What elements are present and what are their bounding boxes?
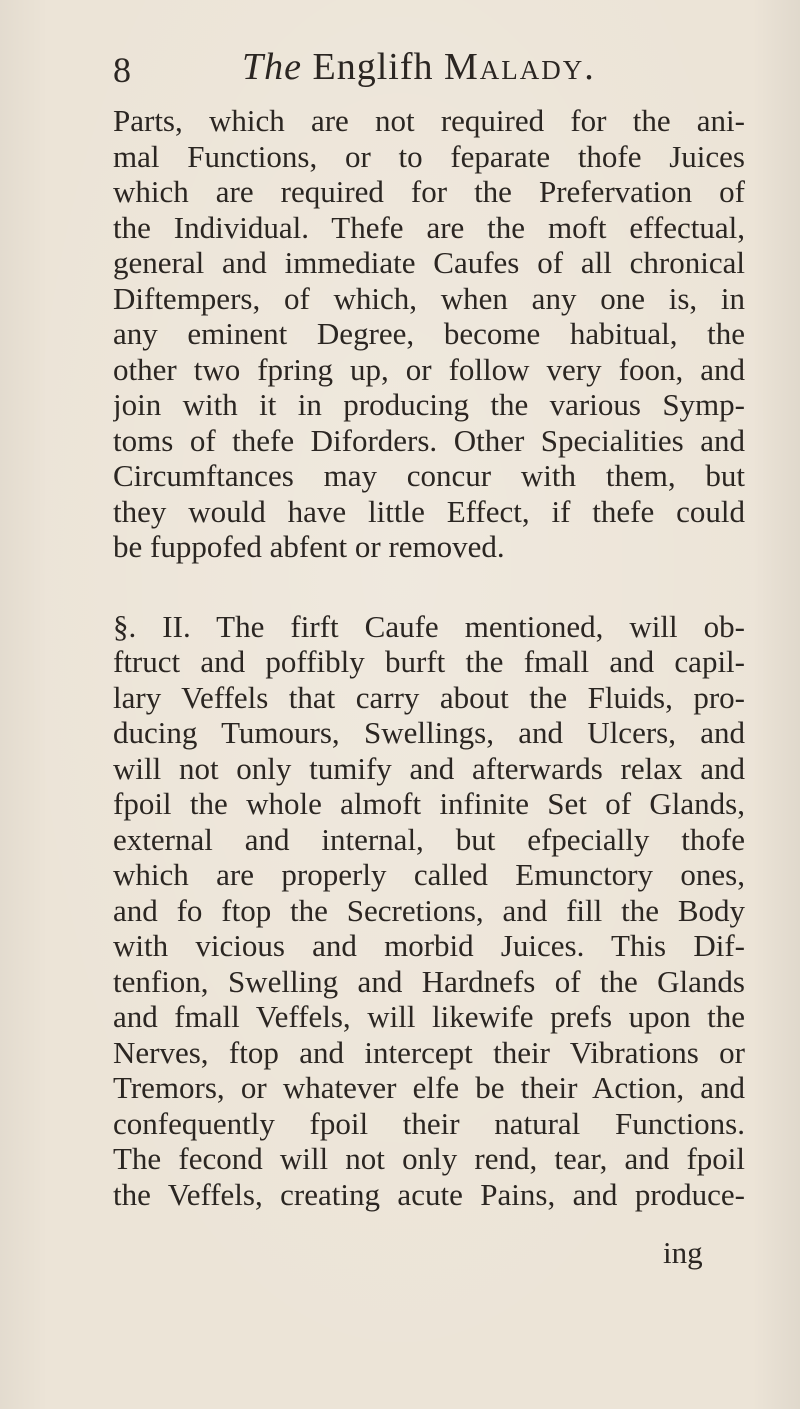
text-line: and fmall Veffels, will likewife prefs upon the [113,999,745,1034]
text-line: fpoil the whole almoft infinite Set of Glands, [113,786,745,821]
text-line: the Veffels, creating acute Pains, and produce- [113,1176,745,1212]
text-line: the Individual. Thefe are the moft effectual, [113,209,745,245]
text-line: confequently fpoil their natural Functions. [113,1105,745,1141]
text-line: Nerves, ftop and intercept their Vibrations or [113,1034,745,1070]
text-line: and fo ftop the Secretions, and fill the Body [113,892,745,928]
body-text [113,103,745,1212]
text-line: tenfion, Swelling and Hardnefs of the Glands [113,963,745,999]
text-line: The fecond will not only rend, tear, and fpoil [113,1141,745,1176]
text-line: with vicious and morbid Juices. This Dif- [113,928,745,963]
catchword: ing [663,1235,703,1270]
text-line: other two fpring up, or follow very foon, and [113,351,745,387]
text-line: Circumftances may concur with them, but [113,458,745,493]
text-line: lary Veffels that carry about the Fluids, pro- [113,679,745,715]
text-line: external and internal, but efpecially thofe [113,821,745,857]
running-head-the: The [242,46,302,88]
text-line: ducing Tumours, Swellings, and Ulcers, and [113,715,745,750]
text-line: Parts, which are not required for the ani- [113,103,745,138]
text-line: which are properly called Emunctory ones, [113,857,745,892]
text-line: they would have little Effect, if thefe could [113,493,745,529]
text-line: join with it in producing the various Symp- [113,387,745,422]
running-head [242,48,596,86]
text-line: ftruct and poffibly burft the fmall and capil- [113,644,745,679]
running-head-main: Englifh [312,46,434,88]
paragraph-1 [113,103,745,565]
text-line: Diftempers, of which, when any one is, in [113,280,745,316]
page-header [0,42,800,112]
text-line: toms of thefe Diforders. Other Specialities and [113,422,745,458]
running-head-smallcaps: Malady. [443,46,596,88]
text-line: will not only tumify and afterwards relax and [113,750,745,786]
text-line: mal Functions, or to feparate thofe Juices [113,138,745,174]
text-line: be fuppofed abfent or removed. [113,529,505,564]
text-line: any eminent Degree, become habitual, the [113,316,745,351]
page-number: 8 [113,50,131,90]
paragraph-2 [113,609,745,1213]
text-line: §. II. The firft Caufe mentioned, will ob- [113,608,745,644]
text-line: Tremors, or whatever elfe be their Action, and [113,1070,745,1105]
text-line: which are required for the Prefervation of [113,174,745,209]
text-line: general and immediate Caufes of all chronical [113,245,745,280]
